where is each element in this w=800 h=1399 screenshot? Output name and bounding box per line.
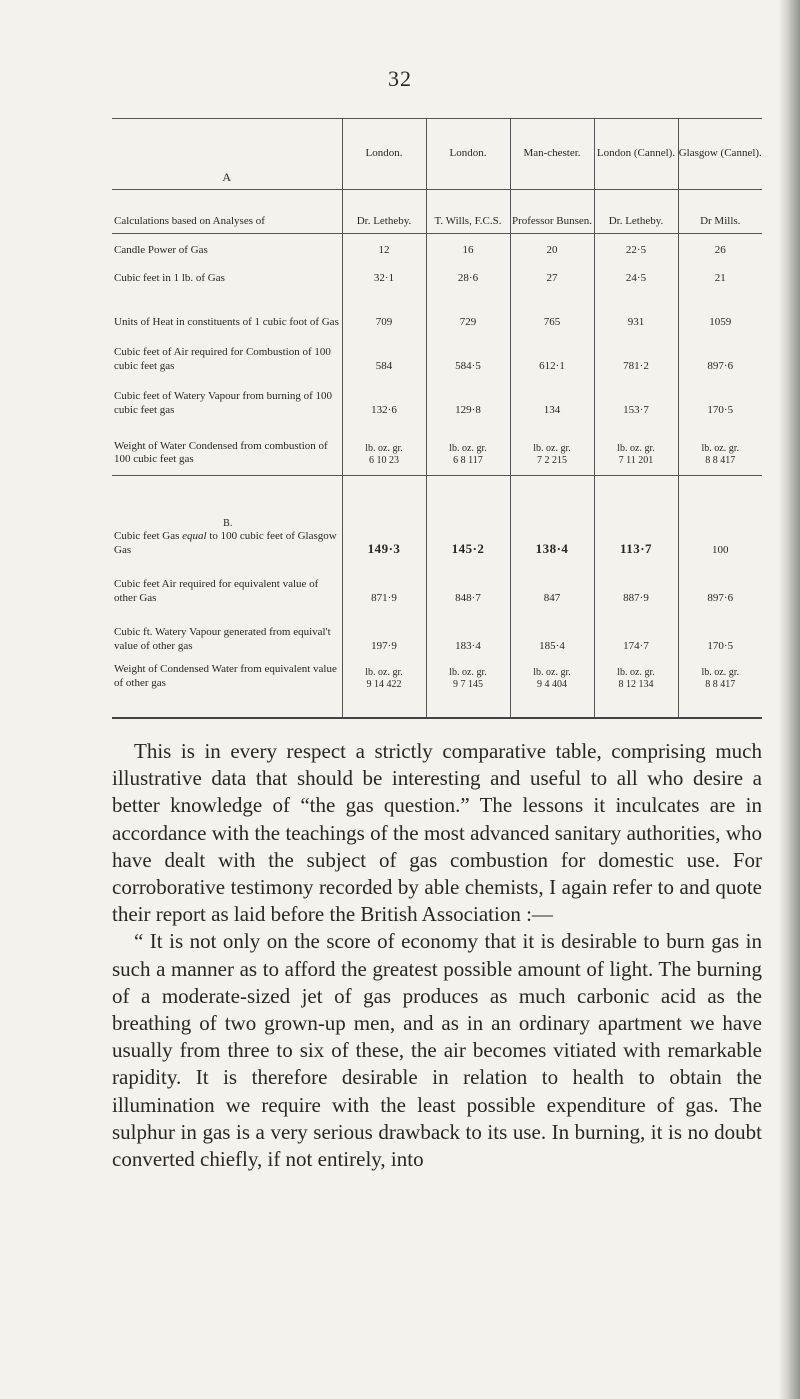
- table-cell: 12: [342, 234, 426, 258]
- row-label: Calculations based on Analyses of: [112, 190, 342, 234]
- table-cell: 134: [510, 374, 594, 418]
- gas-comparison-table: [112, 118, 762, 719]
- table-cell: [678, 654, 762, 718]
- table-cell: 20: [510, 234, 594, 258]
- table-cell: 1059: [678, 286, 762, 330]
- table-cell: [426, 654, 510, 718]
- table-cell: 100: [678, 476, 762, 558]
- unit-label: lb. oz. gr.: [365, 443, 403, 454]
- quoted-paragraph: “ It is not only on the score of economy that it is desirable to burn gas in such a manner as to afford the greatest possible amount of light. The burning of a moderate-sized jet of gas produces as much carbonic acid as the breathing of two grown-up men, and as in an ordinary apartment we have usually from three to six of these, the air becomes vitiated with remarkable rapidity. It is therefore desirable in relation to health to obtain the illumination we require with the least possible expenditure of gas. The sulphur in gas is a very serious drawback to its use. In burning, it is no doubt converted chiefly, if not entirely, into: [112, 929, 762, 1172]
- table-row: [112, 374, 762, 418]
- unit-label: lb. oz. gr.: [365, 666, 403, 678]
- table-cell: 16: [426, 234, 510, 258]
- unit-label: lb. oz. gr.: [533, 443, 571, 454]
- unit-label: lb. oz. gr.: [449, 666, 487, 678]
- table-cell: [594, 418, 678, 476]
- table-cell: 153·7: [594, 374, 678, 418]
- table-cell: 170·5: [678, 606, 762, 654]
- table-cell: 185·4: [510, 606, 594, 654]
- row-label: Cubic feet in 1 lb. of Gas: [114, 271, 225, 284]
- table-cell: 28·6: [426, 258, 510, 286]
- table-row: [112, 190, 762, 234]
- table-cell: 24·5: [594, 258, 678, 286]
- cell-value: 8 8 417: [705, 455, 736, 466]
- table-cell: 32·1: [342, 258, 426, 286]
- row-label: Units of Heat in constituents of 1 cubic foot of Gas: [114, 315, 339, 328]
- table-cell: [342, 654, 426, 718]
- label-part: to 100 cubic feet of Glasgow Gas: [114, 530, 337, 556]
- row-label: [112, 476, 342, 558]
- row-label: Cubic feet Air required for equivalent value of other Gas: [114, 578, 319, 604]
- table-cell: 145·2: [426, 476, 510, 558]
- table-cell: 584·5: [426, 330, 510, 374]
- cell-value: 7 11 201: [618, 455, 654, 466]
- unit-label: lb. oz. gr.: [617, 443, 655, 454]
- table-cell: 848·7: [426, 558, 510, 606]
- column-header-place: Man-chester.: [510, 119, 594, 190]
- column-source: Dr Mills.: [678, 190, 762, 234]
- cell-value: 8 8 417: [705, 678, 736, 690]
- table-cell: 847: [510, 558, 594, 606]
- table-cell: 149·3: [342, 476, 426, 558]
- table-cell: 765: [510, 286, 594, 330]
- page-edge-shadow: [778, 0, 800, 1399]
- column-header-place: Glasgow (Cannel).: [678, 119, 762, 190]
- unit-label: lb. oz. gr.: [617, 666, 655, 678]
- label-part: Cubic feet Gas: [114, 530, 180, 542]
- unit-label: lb. oz. gr.: [533, 666, 571, 678]
- table-row: [112, 286, 762, 330]
- column-source: Professor Bunsen.: [510, 190, 594, 234]
- column-source: Dr. Letheby.: [594, 190, 678, 234]
- table-cell: 584: [342, 330, 426, 374]
- table-row: [112, 558, 762, 606]
- column-source: T. Wills, F.C.S.: [426, 190, 510, 234]
- cell-value: 8 12 134: [618, 678, 654, 690]
- column-header-place: London.: [342, 119, 426, 190]
- table-cell: [678, 418, 762, 476]
- table-cell: 897·6: [678, 330, 762, 374]
- table-cell: 26: [678, 234, 762, 258]
- unit-label: lb. oz. gr.: [701, 443, 739, 454]
- table-cell: [426, 418, 510, 476]
- table-row: [112, 606, 762, 654]
- row-label: Cubic feet of Air required for Combustion of 100 cubic feet gas: [114, 346, 331, 372]
- table-cell: [510, 654, 594, 718]
- table-cell: 709: [342, 286, 426, 330]
- table-cell: 781·2: [594, 330, 678, 374]
- table-cell: 132·6: [342, 374, 426, 418]
- table-row: [112, 258, 762, 286]
- table-row: [112, 476, 762, 558]
- row-label: Candle Power of Gas: [114, 243, 208, 256]
- table-cell: [510, 418, 594, 476]
- column-source: Dr. Letheby.: [342, 190, 426, 234]
- section-b-letter: B.: [223, 517, 233, 529]
- body-text: [112, 738, 762, 1173]
- table-cell: 170·5: [678, 374, 762, 418]
- table-cell: 22·5: [594, 234, 678, 258]
- row-label: Cubic ft. Watery Vapour generated from equival't value of other gas: [114, 626, 331, 652]
- table-cell: 21: [678, 258, 762, 286]
- table-cell: 871·9: [342, 558, 426, 606]
- column-header-place: London (Cannel).: [594, 119, 678, 190]
- column-header-place: London.: [426, 119, 510, 190]
- unit-label: lb. oz. gr.: [701, 666, 739, 678]
- paragraph: This is in every respect a strictly comparative table, comprising much illustrative data that should be interesting and useful to all who desire a better knowledge of “the gas question.” The lessons it inculcates are in accordance with the teachings of the most advanced sanitary authorities, who have dealt with the subject of gas combustion for domestic use. For corroborative testimony recorded by able chemists, I again refer to and quote their report as laid before the British Association :—: [112, 739, 762, 927]
- row-label: Cubic feet of Watery Vapour from burning of 100 cubic feet gas: [114, 390, 333, 416]
- table-cell: 174·7: [594, 606, 678, 654]
- table-cell: 113·7: [594, 476, 678, 558]
- comparison-table-wrapper: [112, 118, 762, 719]
- table-cell: [342, 418, 426, 476]
- cell-value: 7 2 215: [537, 455, 567, 466]
- table-row: [112, 654, 762, 718]
- table-cell: 27: [510, 258, 594, 286]
- table-cell: 183·4: [426, 606, 510, 654]
- cell-value: 6 8 117: [453, 455, 483, 466]
- row-label: Weight of Condensed Water from equivalent value of other gas: [112, 654, 342, 718]
- table-row: [112, 234, 762, 258]
- unit-label: lb. oz. gr.: [449, 443, 487, 454]
- label-emphasis: equal: [182, 530, 207, 542]
- row-label: Weight of Water Condensed from combustion of 100 cubic feet gas: [112, 418, 342, 476]
- section-a-letter: A: [222, 170, 232, 184]
- table-row: [112, 418, 762, 476]
- table-header-row: [112, 119, 762, 190]
- table-cell: 897·6: [678, 558, 762, 606]
- cell-value: 6 10 23: [369, 455, 399, 466]
- table-cell: 129·8: [426, 374, 510, 418]
- table-cell: 612·1: [510, 330, 594, 374]
- cell-value: 9 7 145: [453, 678, 483, 690]
- table-cell: 138·4: [510, 476, 594, 558]
- table-cell: 729: [426, 286, 510, 330]
- table-cell: 931: [594, 286, 678, 330]
- table-row: [112, 330, 762, 374]
- page-number: 32: [388, 66, 412, 91]
- cell-value: 9 4 404: [537, 678, 567, 690]
- table-cell: 197·9: [342, 606, 426, 654]
- table-cell: 887·9: [594, 558, 678, 606]
- table-cell: [594, 654, 678, 718]
- cell-value: 9 14 422: [366, 678, 402, 690]
